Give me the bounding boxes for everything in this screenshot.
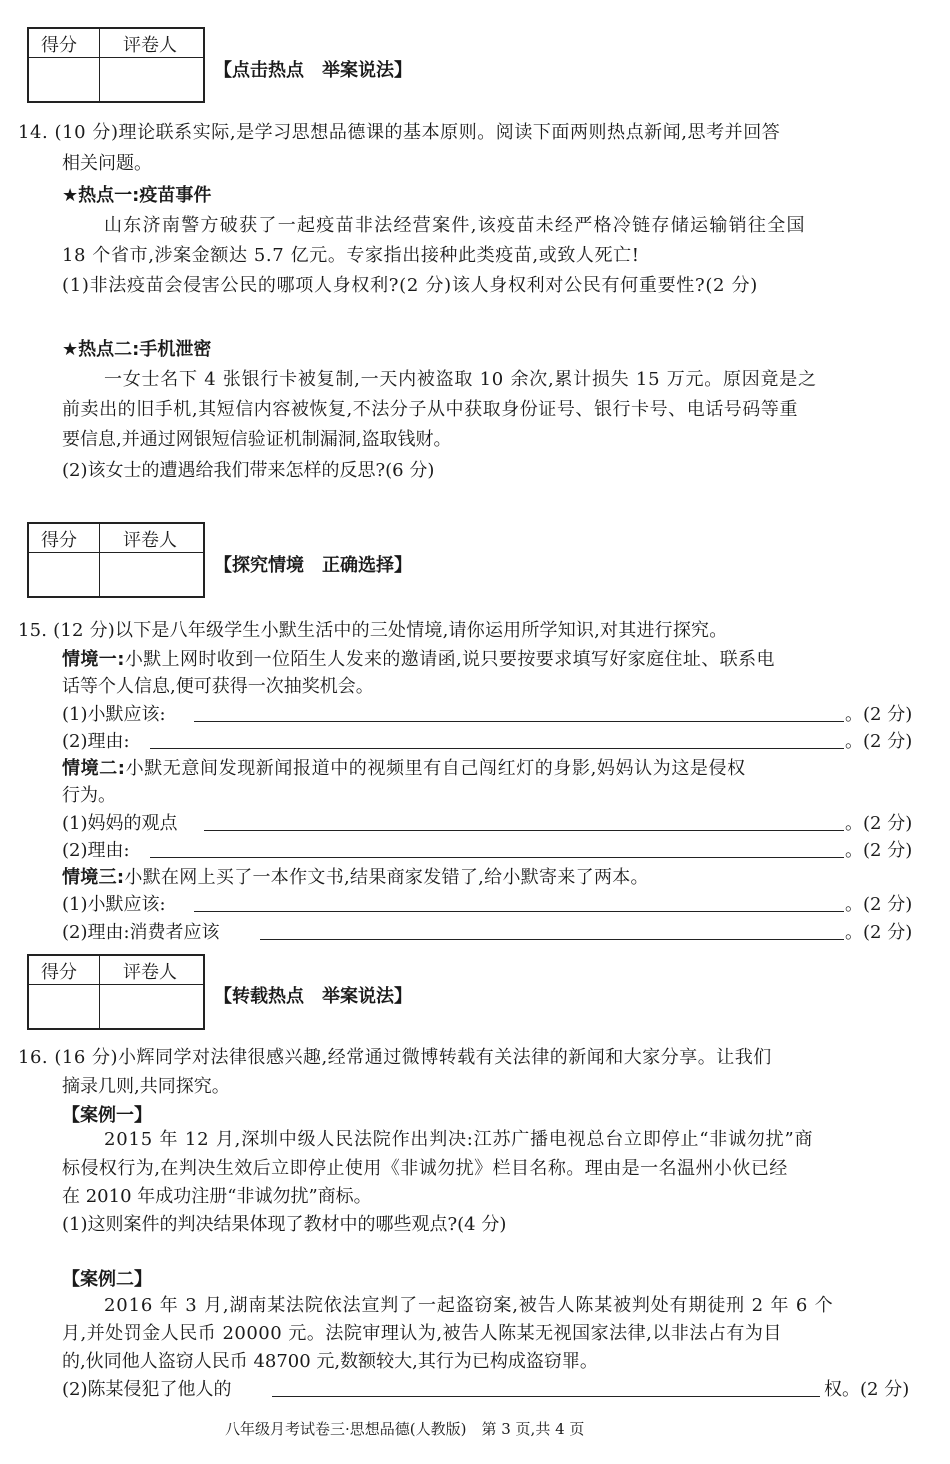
- answer-blank[interactable]: [194, 911, 844, 912]
- answer-blank[interactable]: [150, 748, 844, 749]
- score-table: [27, 522, 205, 598]
- case-1-text: 2015 年 12 月,深圳中级人民法院作出判决:江苏广播电视总台立即停止“非诚勿扰”商: [104, 1129, 814, 1150]
- scenario-3-q2: (2)理由:消费者应该: [62, 922, 220, 943]
- case-2-title: 【案例二】: [62, 1269, 152, 1290]
- answer-blank[interactable]: [204, 830, 844, 831]
- points-label: 。(2 分): [845, 894, 913, 915]
- scenario-3-label: 情境三:: [62, 867, 125, 888]
- hotspot-1-text: 山东济南警方破获了一起疫苗非法经营案件,该疫苗未经严格冷链存储运输销往全国: [104, 215, 806, 236]
- case-1-question: (1)这则案件的判决结果体现了教材中的哪些观点?(4 分): [62, 1214, 507, 1235]
- scenario-2-q1: (1)妈妈的观点: [62, 813, 178, 834]
- scenario-2-label: 情境二:: [62, 758, 126, 779]
- scenario-1-text: 小默上网时收到一位陌生人发来的邀请函,说只要按要求填写好家庭住址、联系电: [124, 649, 775, 670]
- question-14-stem-cont: 相关问题。: [62, 153, 152, 174]
- points-label: 。(2 分): [845, 922, 913, 943]
- case-2-question-end: 权。(2 分): [824, 1379, 910, 1400]
- grader-label: 评卷人: [123, 962, 177, 983]
- hotspot-1-heading: ★热点一:疫苗事件: [62, 185, 212, 206]
- scenario-1: [62, 645, 775, 671]
- question-14-stem: 14. (10 分)理论联系实际,是学习思想品德课的基本原则。阅读下面两则热点新闻,思考并回答: [18, 122, 781, 143]
- score-table: [27, 954, 205, 1030]
- case-2-text-end: 的,伙同他人盗窃人民币 48700 元,数额较大,其行为已构成盗窃罪。: [62, 1351, 598, 1372]
- hotspot-1-text-cont: 18 个省市,涉案金额达 5.7 亿元。专家指出接种此类疫苗,或致人死亡!: [62, 245, 640, 266]
- scenario-1-q1: (1)小默应该:: [62, 704, 166, 725]
- case-1-text-cont: 标侵权行为,在判决生效后立即停止使用《非诚勿扰》栏目名称。理由是一名温州小伙已经: [62, 1158, 788, 1179]
- score-label: 得分: [41, 35, 77, 56]
- points-label: 。(2 分): [845, 840, 913, 861]
- section-title: 【探究情境 正确选择】: [214, 555, 412, 576]
- case-1-title: 【案例一】: [62, 1105, 152, 1126]
- points-label: 。(2 分): [845, 704, 913, 725]
- case-2-question: (2)陈某侵犯了他人的: [62, 1379, 232, 1400]
- hotspot-2-heading: ★热点二:手机泄密: [62, 339, 212, 360]
- question-14-sub-1: (1)非法疫苗会侵害公民的哪项人身权利?(2 分)该人身权利对公民有何重要性?(2 分): [62, 275, 759, 296]
- scenario-1-q2: (2)理由:: [62, 731, 130, 752]
- case-2-text-cont: 月,并处罚金人民币 20000 元。法院审理认为,被告人陈某无视国家法律,以非法占有为目: [62, 1323, 782, 1344]
- points-label: 。(2 分): [845, 731, 913, 752]
- score-table: [27, 27, 205, 103]
- hotspot-2-text-end: 要信息,并通过网银短信验证机制漏洞,盗取钱财。: [62, 429, 452, 450]
- question-16-stem: 16. (16 分)小辉同学对法律很感兴趣,经常通过微博转载有关法律的新闻和大家分享。让我们: [18, 1047, 772, 1068]
- hotspot-2-text-cont: 前卖出的旧手机,其短信内容被恢复,不法分子从中获取身份证号、银行卡号、电话号码等重: [62, 399, 798, 420]
- question-15-stem: 15. (12 分)以下是八年级学生小默生活中的三处情境,请你运用所学知识,对其进行探究。: [18, 620, 728, 641]
- section-title: 【点击热点 举案说法】: [214, 60, 412, 81]
- answer-blank[interactable]: [260, 939, 844, 940]
- scenario-1-text-cont: 话等个人信息,便可获得一次抽奖机会。: [62, 676, 374, 697]
- answer-blank[interactable]: [272, 1396, 820, 1397]
- scenario-2: [62, 754, 746, 780]
- page-footer: 八年级月考试卷三·思想品德(人教版) 第 3 页,共 4 页: [225, 1420, 585, 1438]
- score-label: 得分: [41, 962, 77, 983]
- answer-blank[interactable]: [150, 857, 844, 858]
- question-16-stem-cont: 摘录几则,共同探究。: [62, 1076, 230, 1097]
- scenario-2-text-cont: 行为。: [62, 785, 116, 806]
- points-label: 。(2 分): [845, 813, 913, 834]
- case-2-text: 2016 年 3 月,湖南某法院依法宣判了一起盗窃案,被告人陈某被判处有期徒刑 2 年 6 个: [104, 1295, 834, 1316]
- scenario-3-text: 小默在网上买了一本作文书,结果商家发错了,给小默寄来了两本。: [124, 867, 649, 888]
- section-title: 【转载热点 举案说法】: [214, 986, 412, 1007]
- hotspot-2-text: 一女士名下 4 张银行卡被复制,一天内被盗取 10 余次,累计损失 15 万元。原因竟是之: [104, 369, 817, 390]
- grader-label: 评卷人: [123, 530, 177, 551]
- case-1-text-end: 在 2010 年成功注册“非诚勿扰”商标。: [62, 1186, 372, 1207]
- scenario-2-text: 小默无意间发现新闻报道中的视频里有自己闯红灯的身影,妈妈认为这是侵权: [125, 758, 746, 779]
- grader-label: 评卷人: [123, 35, 177, 56]
- scenario-3-q1: (1)小默应该:: [62, 894, 166, 915]
- scenario-2-q2: (2)理由:: [62, 840, 130, 861]
- scenario-3: [62, 863, 649, 889]
- answer-blank[interactable]: [194, 721, 844, 722]
- scenario-1-label: 情境一:: [62, 649, 125, 670]
- question-14-sub-2: (2)该女士的遭遇给我们带来怎样的反思?(6 分): [62, 460, 435, 481]
- score-label: 得分: [41, 530, 77, 551]
